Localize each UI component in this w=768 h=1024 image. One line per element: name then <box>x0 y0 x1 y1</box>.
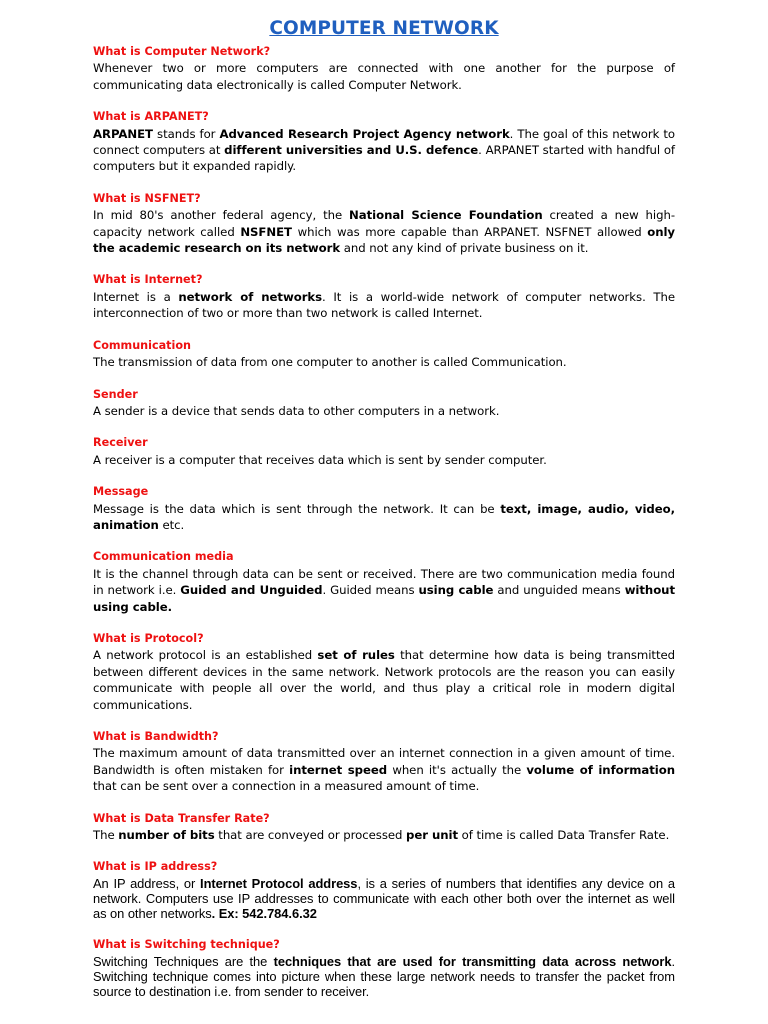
section-paragraph <box>93 876 675 922</box>
bold-text: NSFNET <box>240 224 292 239</box>
text-run: . ARPANET started with handful of computers but it expanded rapidly. <box>93 143 675 174</box>
section-paragraph <box>93 452 675 468</box>
section-paragraph <box>93 745 675 794</box>
text-run: Switching Techniques are the <box>93 953 274 969</box>
text-run: when it's actually the <box>387 762 527 777</box>
text-run: of time is called Data Transfer Rate. <box>458 828 670 843</box>
text-run: A receiver is a computer that receives data which is sent by sender computer. <box>93 452 547 467</box>
section <box>93 338 675 371</box>
text-run: . Switching technique comes into picture when these large network needs to transfer the packet from source to destination i.e. from sender to receiver. <box>93 953 675 1000</box>
section <box>93 44 675 93</box>
section-paragraph <box>93 954 675 1000</box>
text-run: Internet is a <box>93 289 179 304</box>
section-heading: What is Internet? <box>93 273 203 287</box>
section-heading: What is Data Transfer Rate? <box>93 811 270 825</box>
text-run: , is a series of numbers that identifies any device on a network. Computers use IP addresses to communicate with each other both over the internet as well as on other networks <box>93 875 676 922</box>
section-heading: Sender <box>93 387 138 401</box>
bold-text: internet speed <box>289 762 388 777</box>
bold-text: National Science Foundation <box>349 208 543 223</box>
section-paragraph <box>93 647 675 713</box>
section-paragraph <box>93 207 675 256</box>
section-heading: What is Switching technique? <box>93 938 280 952</box>
section <box>93 859 675 921</box>
text-run: The <box>93 828 119 843</box>
bold-text: only the academic research on its network <box>93 224 675 256</box>
section <box>93 435 675 468</box>
text-run: that determine how data is being transmitted between different devices in the same network. Network protocols are the reason you can easily communicate with people all over the world, and thus play a critical role in modern digital communications. <box>93 648 675 712</box>
bold-text: using cable <box>418 583 494 598</box>
section-paragraph <box>93 501 675 534</box>
section-heading: What is NSFNET? <box>93 191 201 205</box>
text-run: . Guided means <box>322 583 419 598</box>
section-heading: What is ARPANET? <box>93 110 209 124</box>
text-run: that are conveyed or processed <box>214 828 407 843</box>
text-run: etc. <box>158 517 185 532</box>
page-title: COMPUTER NETWORK <box>269 18 499 39</box>
bold-text: Guided and Unguided <box>180 583 323 598</box>
section <box>93 484 675 533</box>
section-paragraph <box>93 60 675 93</box>
section-paragraph <box>93 354 675 370</box>
text-run: A network protocol is an established <box>93 648 318 663</box>
section-heading: What is Protocol? <box>93 631 204 645</box>
bold-text: set of rules <box>317 648 395 663</box>
text-run: The maximum amount of data transmitted over an internet connection in a given amount of time. Bandwidth is often mistaken for <box>93 746 675 777</box>
text-run: . The goal of this network to connect computers at <box>93 126 676 158</box>
section <box>93 729 675 795</box>
text-run: created a new high-capacity network called <box>93 208 675 239</box>
section-paragraph <box>93 403 675 419</box>
section-heading: Communication <box>93 338 191 352</box>
bold-text: techniques that are used for transmitting data across network <box>273 953 672 969</box>
section-heading: Receiver <box>93 436 148 450</box>
section <box>93 937 675 999</box>
bold-text: without using cable. <box>93 583 675 614</box>
section-paragraph <box>93 566 675 615</box>
bold-text: volume of information <box>526 762 676 777</box>
text-run: In mid 80's another federal agency, the <box>93 208 350 223</box>
bold-text: network of networks <box>178 289 323 304</box>
section-paragraph <box>93 289 675 322</box>
text-run: Message is the data which is sent through the network. It can be <box>93 501 501 516</box>
section-heading: What is Computer Network? <box>93 45 271 58</box>
text-run: An IP address, or <box>93 875 201 891</box>
bold-text: text, image, audio, video, animation <box>93 501 675 532</box>
section <box>93 631 675 713</box>
section <box>93 387 675 420</box>
bold-text: number of bits <box>118 828 215 843</box>
section <box>93 549 675 615</box>
text-run: Whenever two or more computers are connected with one another for the purpose of communicating data electronically is called Computer Network. <box>93 61 675 92</box>
bold-text: Advanced Research Project Agency network <box>219 126 510 141</box>
bold-text: . Ex: 542.784.6.32 <box>211 906 317 922</box>
section-paragraph <box>93 126 675 175</box>
bold-text: different universities and U.S. defence <box>224 143 479 158</box>
section <box>93 272 675 321</box>
bold-text: Internet Protocol address <box>200 875 358 891</box>
section-heading: What is IP address? <box>93 860 218 874</box>
section-heading: Communication media <box>93 550 234 564</box>
bold-text: ARPANET <box>93 126 153 141</box>
text-run: which was more capable than ARPANET. NSFNET allowed <box>291 224 648 239</box>
section-heading: What is Bandwidth? <box>93 730 219 743</box>
text-run: that can be sent over a connection in a measured amount of time. <box>93 779 480 794</box>
section-paragraph <box>93 827 675 843</box>
section <box>93 811 675 844</box>
section <box>93 109 675 175</box>
section-heading: Message <box>93 485 149 499</box>
text-run: and unguided means <box>493 583 625 598</box>
text-run: . It is a world-wide network of computer networks. The interconnection of two or more than two network is called Internet. <box>93 289 675 321</box>
document-body <box>93 44 675 1015</box>
text-run: It is the channel through data can be sent or received. There are two communication media found in network i.e. <box>93 566 675 598</box>
text-run: stands for <box>152 126 220 141</box>
section <box>93 191 675 257</box>
text-run: The transmission of data from one computer to another is called Communication. <box>93 355 567 370</box>
bold-text: per unit <box>406 828 459 843</box>
text-run: A sender is a device that sends data to other computers in a network. <box>93 403 500 418</box>
text-run: and not any kind of private business on it. <box>340 241 589 256</box>
